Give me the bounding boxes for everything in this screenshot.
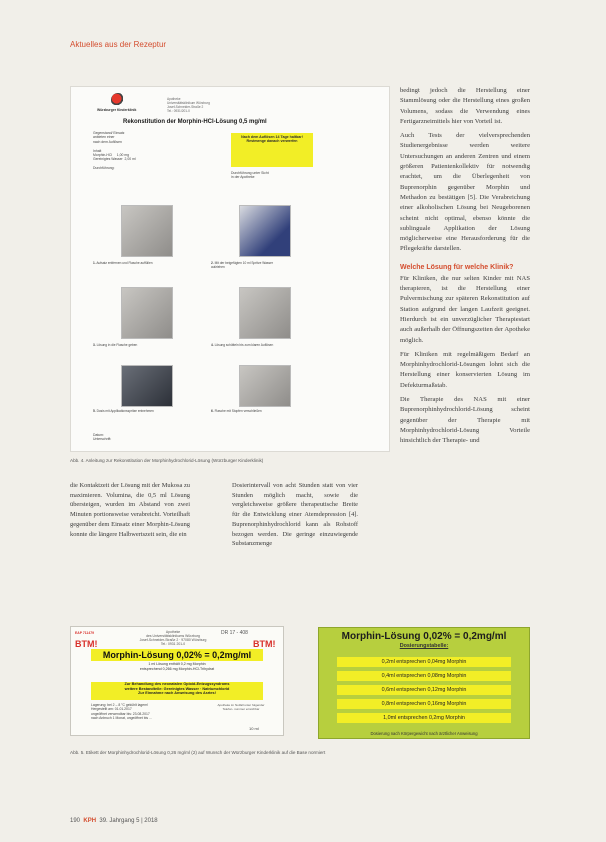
journal-name: KPH (83, 818, 97, 824)
figure-5-caption: Abb. 5. Etikett der Morphinhydrochlorid-Lösung 0,26 mg/ml (2) auf Wunsch der Würzburger Kinderklinik auf die Base normiert (70, 750, 326, 755)
label-composition: 1 ml Lösung enthält 0,2 mg Morphin entsprechend 0,266 mg Morphin-HCl-Trihydrat (139, 662, 215, 671)
step-photo-6 (239, 365, 291, 407)
label-indication: Zur Behandlung des neonatalen Opioid-Entzugssyndroms weitere Bestandteile: Gereinigtes Wasser · Natriumchlorid Zur Einnahme nach Anweisung des Arztes! (91, 682, 263, 700)
step-1: 1. Aufsatz entfernen und Flasche auffüllen (93, 261, 153, 265)
step-photo-3 (121, 287, 173, 339)
logo-text: Würzburger Kinderklinik (97, 108, 137, 112)
dosing-subtitle: Dosierungstabelle: (399, 643, 449, 649)
dosing-footnote: Dosierung nach Körpergewicht nach ärztlicher Anweisung (370, 731, 478, 736)
right-column-text (400, 86, 530, 451)
label-code: EAP 711479 (75, 631, 94, 635)
step-4: 4. Lösung schütteln bis zum klaren Auflösen (211, 343, 274, 347)
step-photo-4 (239, 287, 291, 339)
signature-fields: Datum: Unterschrift: (93, 433, 112, 442)
page-footer (70, 818, 158, 824)
section-title: Aktuelles aus der Rezeptur (70, 40, 167, 49)
dosing-row: 1,0ml entsprechen 0,2mg Morphin (337, 713, 511, 723)
step-photo-2 (239, 205, 291, 257)
step-5: 5. Dosis mit Applikationsspritze entnehmen (93, 409, 154, 413)
dosing-row: 0,8ml entsprechen 0,16mg Morphin (337, 699, 511, 709)
dosing-row: 0,4ml entsprechen 0,08mg Morphin (337, 671, 511, 681)
btm-warning-right: BTM! (253, 639, 276, 649)
figure-4-caption: Abb. 4. Anleitung zur Rekonstitution der Morphinhydrochlorid-Lösung (Würzburger Kinderklinik) (70, 458, 264, 463)
clinic-logo-icon (111, 93, 125, 107)
label-emergency-note: Apotheke im Notfall unter folgender Telefon- nummer erreichbar (217, 703, 265, 711)
label-pharmacy: Apotheke des Universitätsklinikums Würzburg Josef-Schneider-Straße 2 · 97080 Würzburg Tel.: 0931 201-0 (139, 630, 207, 646)
step-3: 3. Lösung in die Flasche geben (93, 343, 138, 347)
step-photo-1 (121, 205, 173, 257)
instruction-left-block: Gegenstand/ Einsatz anbieten einer nach dem Auflösen Inhalt Morphin-HCl 1,00 mg Gereinigtes Wasser 2,00 ml Durchführung: (93, 131, 136, 171)
label-volume: 10 ml (249, 726, 259, 731)
instruction-right-block: Durchführung unter Sicht in der Apotheke (231, 171, 269, 180)
body-column-1: die Kontaktzeit der Lösung mit der Mukosa zu maximieren. Volumina, die 0,5 ml Lösung übersteigen, wurden im Abstand von zwei Minuten portionsweise verabreicht. Vorteilhaft gegenüber dem Einsatz einer Morphin-Lösung konnte die längere Halbwertszeit sein, die ein (70, 482, 190, 538)
paragraph: Für Kliniken, die nur selten Kinder mit NAS therapieren, ist die Herstellung einer Pulvermischung zur späteren Rekonstitution auf Station aufgrund der langen Laufzeit geeignet. Hierdurch ist ein unverzüglicher Therapiestart auch außerhalb der Öffnungszeiten der Apotheke möglich. (400, 274, 530, 344)
section-heading: Welche Lösung für welche Klinik? (400, 263, 514, 271)
medication-label (70, 626, 284, 736)
journal-issue: 39. Jahrgang 5 | 2018 (99, 818, 158, 824)
paragraph: bedingt jedoch die Herstellung einer Stammlösung oder die Herstellung eines großen Volumens, sodass die Verwendung eines Fertigarzneimittels hier von Vorteil ist. (400, 87, 530, 125)
paragraph: Die Therapie des NAS mit einer Buprenorphinhydrochlorid-Lösung scheint gegenüber der Therapie mit Morphinhydrochlorid-Lösung Vorteile hinsichtlich der Therapie- und (400, 396, 530, 445)
page-number: 190 (70, 818, 81, 824)
btm-warning-left: BTM! (75, 639, 98, 649)
step-photo-5 (121, 365, 173, 407)
step-2: 2. Mit der beigefügten 10 ml Spritze Wasser aufziehen (211, 261, 273, 269)
body-column-2: Dosierintervall von acht Stunden statt von vier Stunden möglich macht, sowie die vergleichsweise größere therapeutische Breite für die Entwicklung einer Atemdepression [4]. Buprenorphinhydrochlorid kann als Rohstoff bezogen werden. Die geringe einzuwiegende Substanzmenge (232, 482, 358, 548)
step-6: 6. Flasche mit Stopfen verschließen (211, 409, 262, 413)
paragraph: Auch Tests der vielversprechenden Studienergebnisse werden weitere Untersuchungen an anderen Zentren und einem größeren Patientenkollektiv für notwendig erachtet, um die Überlegenheit von Buprenorphin gegenüber Morphin und Methadon zu bestätigen [5]. Die Verabreichung einer alkoholischen Lösung bei Neugeborenen scheint nicht optimal, ebenso könnte die sublinguale Applikation der Lösung möglicherweise eine Herausforderung für die Pflegekräfte darstellen. (400, 132, 530, 253)
pharmacy-address: Apotheke Universitätsklinikum Würzburg Josef-Schneider-Straße 2 Tel.: 0931/201-0 (167, 97, 210, 113)
dosing-title: Morphin-Lösung 0,02% = 0,2mg/ml (341, 631, 507, 642)
figure-4-instruction-sheet (70, 86, 390, 452)
dosing-table (318, 627, 530, 739)
dosing-row: 0,6ml entsprechen 0,12mg Morphin (337, 685, 511, 695)
label-batch: DR 17 - 408 (221, 630, 248, 636)
shelf-life-warning: Nach dem Auflösen 14 Tage haltbar! Restmenge danach verwerfen (231, 133, 313, 167)
dosing-row: 0,2ml entsprechen 0,04mg Morphin (337, 657, 511, 667)
instruction-title: Rekonstitution der Morphin-HCl-Lösung 0,5 mg/ml (123, 119, 267, 125)
paragraph: Für Kliniken mit regelmäßigem Bedarf an Morphinhydrochlorid-Lösungen lohnt sich die Herstellung einer konservierten Lösung im Defekturmaßstab. (400, 350, 530, 389)
label-product-name: Morphin-Lösung 0,02% = 0,2mg/ml (91, 649, 263, 661)
label-storage: Lagerung: bei 2 – 8 °C gekühlt lagern! Hergestellt am: 01.01.2017 ungeöffnet verwendbar bis: 23.08.2017 nach Anbruch 1 Monat, ungeöffnet bis ... (91, 703, 152, 721)
